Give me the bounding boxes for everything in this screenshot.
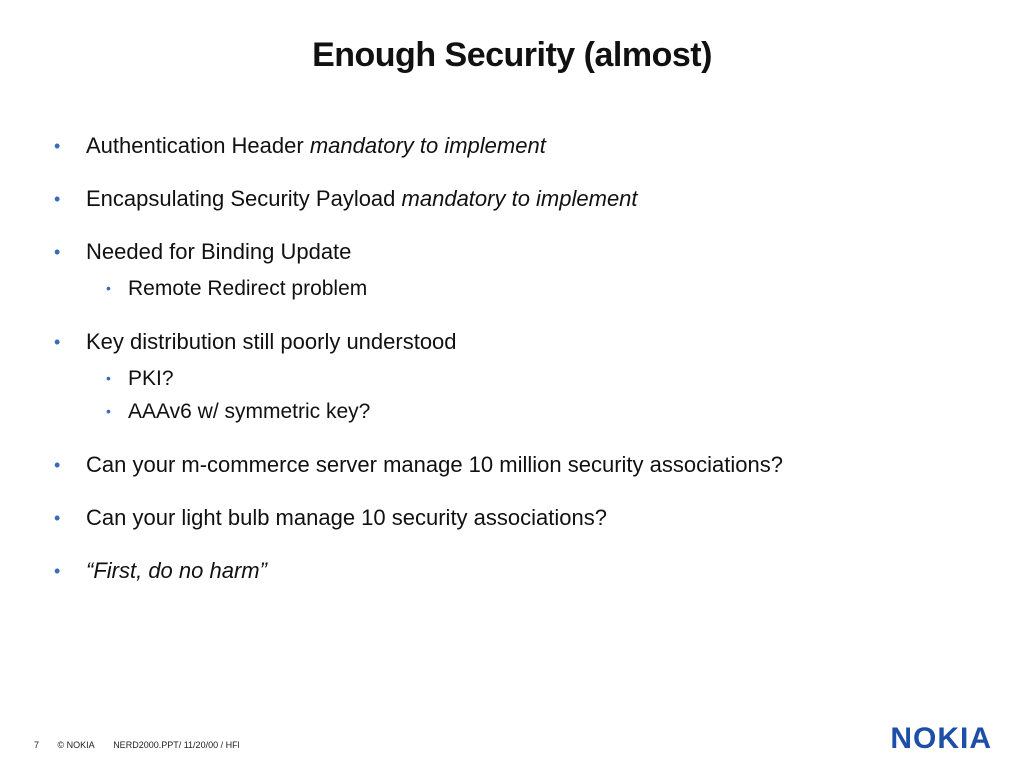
bullet-dot-icon: •	[54, 189, 61, 209]
bullet-text: Encapsulating Security Payload	[86, 186, 402, 211]
sub-bullet-text: Remote Redirect problem	[128, 277, 368, 300]
bullet-dot-icon: •	[54, 455, 61, 475]
bullet-list	[52, 130, 992, 608]
sub-bullet-item	[86, 272, 992, 305]
sub-bullet-dot-icon: •	[106, 280, 111, 296]
bullet-dot-icon: •	[54, 508, 61, 528]
slide-footer	[34, 740, 256, 750]
sub-bullet-text: PKI?	[128, 367, 174, 390]
bullet-text: Can your light bulb manage 10 security associations?	[86, 505, 607, 530]
bullet-quote: “First, do no harm”	[86, 558, 267, 583]
sub-bullet-text: AAAv6 w/ symmetric key?	[128, 400, 371, 423]
bullet-dot-icon: •	[54, 136, 61, 156]
bullet-dot-icon: •	[54, 242, 61, 262]
bullet-text: Can your m-commerce server manage 10 million security associations?	[86, 452, 783, 477]
sub-bullet-item	[86, 362, 992, 395]
sub-bullet-list	[86, 362, 992, 428]
sub-bullet-list	[86, 272, 992, 305]
bullet-item	[52, 449, 992, 481]
bullet-item	[52, 326, 992, 428]
bullet-text: Key distribution still poorly understood	[86, 329, 457, 354]
nokia-logo: NOKIA	[890, 722, 992, 755]
copyright-notice: © NOKIA	[57, 740, 95, 750]
file-info: NERD2000.PPT/ 11/20/00 / HFl	[113, 740, 240, 750]
sub-bullet-dot-icon: •	[106, 370, 111, 386]
bullet-emphasis: mandatory to implement	[401, 186, 638, 211]
bullet-dot-icon: •	[54, 332, 61, 352]
bullet-item	[52, 183, 992, 215]
bullet-text: Authentication Header	[86, 133, 310, 158]
slide-title: Enough Security (almost)	[312, 36, 712, 74]
bullet-dot-icon: •	[54, 561, 61, 581]
bullet-emphasis: mandatory to implement	[309, 133, 546, 158]
bullet-text: Needed for Binding Update	[86, 239, 352, 264]
page-number: 7	[34, 740, 40, 750]
sub-bullet-dot-icon: •	[106, 403, 111, 419]
bullet-item	[52, 236, 992, 305]
sub-bullet-item	[86, 395, 992, 428]
bullet-item	[52, 502, 992, 534]
bullet-item	[52, 130, 992, 162]
bullet-item	[52, 555, 992, 587]
